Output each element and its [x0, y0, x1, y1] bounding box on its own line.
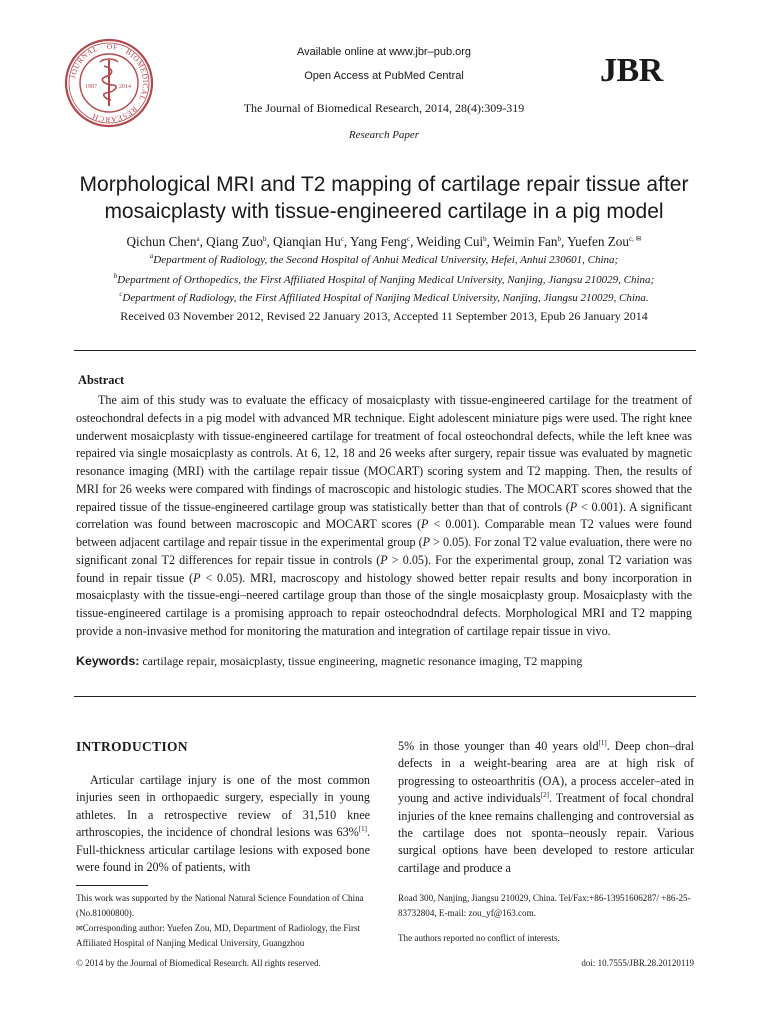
text-run: Articular cartilage injury is one of the most common injuries seen in orthopaedic surgery, especially in young athletes. In a retrospective review of 31,510 knee arthroscopies, the incidence of chondral lesions was 63% — [76, 773, 370, 840]
keywords — [76, 654, 692, 669]
author-name: Weiding Cui — [416, 234, 484, 249]
citation-ref: [1] — [358, 825, 367, 834]
text-run: < 0.05). MRI, macroscopy and histology showed better repair results and bony incorporation in mosaicplasty with the tissue-engi–neered cartilage group than those of the single mosaicplasty group. Mosaicplasty with the tissue-engineered cartilage is a promising approach to repair osteochodndral defects. Morphological MRI and T2 mapping provide a non-invasive method for monitoring the maturation and integration of cartilage repair tissue in vivo. — [76, 570, 692, 638]
affiliation-c — [40, 292, 728, 304]
available-online-link[interactable]: Available online at www.jbr–pub.org — [296, 46, 472, 58]
copyright-notice: © 2014 by the Journal of Biomedical Research. All rights reserved. — [76, 958, 321, 968]
italic-symbol: P — [421, 517, 429, 532]
author-affiliation-mark: c — [340, 235, 344, 243]
text-run: < 0.001). A significant correlation was found between macroscopic and MOCART scores ( — [76, 499, 693, 532]
author-affiliation-mark: c — [406, 235, 411, 243]
citation-ref: [1] — [598, 739, 607, 747]
article-type: Research Paper — [348, 129, 420, 141]
affiliation-a — [40, 254, 728, 266]
divider-bottom — [74, 696, 696, 697]
article-dates: Received 03 November 2012, Revised 22 January 2013, Accepted 11 September 2013, Epub 26 January 2014 — [120, 309, 648, 323]
author-affiliation-mark: c, ✉ — [629, 235, 642, 243]
text-run: > 0.05). For the experimental group, zonal T2 variation was found in repair tissue ( — [76, 552, 692, 585]
author-list: Qichun Chen$^a$, Qiang Zuo$^b$, Qianqian Hu$^c$, Yang Feng$^c$, Weiding Cui$^b$, Weimin Fan$^b$, Yuefen Zou$^{c, ✉}$ — [126, 234, 642, 249]
text-run: . Deep chon–dral defects in a weight-bearing area are at high risk of progressing to osteoarthritis (OA), a process acceler–ated in young and active individuals — [398, 739, 694, 806]
text-run: < 0.001). Comparable mean T2 values were found between adjacent cartilage and repair tissue in the experimental group ( — [76, 517, 692, 549]
affiliation-a-mark: a — [149, 252, 154, 260]
italic-symbol: P — [422, 535, 431, 549]
funding-note: This work was supported by the National Natural Science Foundation of China (No.81000800). — [76, 893, 364, 918]
author-name: Qichun Chen — [126, 234, 197, 249]
author-affiliation-mark: a — [196, 235, 200, 243]
affiliation-b-text: Department of Orthopedics, the First Affiliated Hospital of Nanjing Medical University, Nanjing, Jiangsu 210029, China; — [117, 274, 655, 286]
text-run: . Full-thickness articular cartilage lesions with exposed bone were found in 20% of patients, with — [76, 825, 370, 875]
introduction-heading: INTRODUCTION — [76, 739, 188, 754]
corresponding-author-continued: Road 300, Nanjing, Jiangsu 210029, China. Tel/Fax:+86-13951606287/ +86-25-83732804, E-mail: zou_yf@163.com. — [398, 893, 691, 918]
introduction-paragraph-left — [76, 772, 370, 876]
footnote-divider — [76, 885, 148, 886]
affiliation-c-text: Department of Radiology, the First Affiliated Hospital of Nanjing Medical University, Nanjing, Jiangsu 210029, China. — [122, 292, 649, 304]
corresponding-author-note — [76, 921, 372, 951]
author-name: Yuefen Zou — [567, 234, 629, 249]
abstract-heading: Abstract — [78, 373, 125, 387]
divider-top — [74, 350, 696, 351]
text-run: > 0.05). For zonal T2 value evaluation, there were no significant zonal T2 differences for repair tissue in controls ( — [76, 535, 692, 567]
text-run: . Treatment of focal chondral injuries of the knee remains challenging and controversial as the cartilage does not sponta–neously repair. Various surgical options have been developed to restore articular cartilage and produce a — [398, 791, 694, 875]
doi-link[interactable]: doi: 10.7555/JBR.28.20120119 — [581, 958, 694, 968]
italic-symbol: P — [380, 552, 388, 567]
corresponding-author-text: Corresponding author: Yuefen Zou, MD, Department of Radiology, the First Affiliated Hospital of Nanjing Medical University, Guangzhou — [76, 923, 361, 948]
abstract-body — [76, 392, 692, 641]
seal-year-right: 2014 — [119, 84, 131, 90]
author-affiliation-mark: b — [557, 235, 561, 243]
journal-seal-logo — [64, 38, 154, 128]
affiliation-b-mark: b — [113, 272, 118, 280]
conflict-of-interest-note: The authors reported no conflict of interests. — [398, 933, 560, 943]
journal-mark: JBR — [600, 52, 663, 89]
affiliation-a-text: Department of Radiology, the Second Hospital of Anhui Medical University, Hefei, Anhui 230601, China; — [153, 254, 619, 266]
text-run: The aim of this study was to evaluate the efficacy of mosaicplasty with tissue-engineered cartilage for the treatment of osteochondral defects in a pig model with advanced MR technique. Eight adolescent miniature pigs were used. The right knee underwent mosaicplasty with tissue-engineered cartilage for treatment of focal osteochondral defects, while the left knee was repaired via single mosaicplasty as controls. At 6, 12, 18 and 26 weeks after surgery, repair tissue was evaluated by magnetic resonance imaging (MRI) with the cartilage repair tissue (MOCART) scoring system and T2 mapping. Then, the results of MRI for 26 weeks were compared with findings of macroscopic and histologic studies. The MOCART scores showed that the repaired tissue of the tissue-engineered cartilage group was statistically better than that of controls ( — [76, 393, 692, 514]
keywords-text: cartilage repair, mosaicplasty, tissue engineering, magnetic resonance imaging, T2 mapping — [142, 654, 583, 668]
envelope-icon: ✉ — [76, 924, 83, 933]
italic-symbol: P — [569, 499, 578, 514]
footnotes-left — [76, 891, 372, 951]
keywords-label: Keywords: — [76, 654, 140, 668]
italic-symbol: P — [193, 570, 201, 585]
seal-year-left: 1987 — [85, 84, 97, 90]
author-name: Yang Feng — [350, 234, 407, 249]
author-name: Qianqian Hu — [273, 234, 341, 249]
journal-citation: The Journal of Biomedical Research, 2014, 28(4):309-319 — [243, 101, 525, 115]
text-run: 5% in those younger than 40 years old — [398, 739, 599, 753]
open-access-note: Open Access at PubMed Central — [304, 70, 464, 82]
seal-ring-text: JOURNAL · OF · BIOMEDICAL · RESEARCH — [68, 41, 151, 125]
author-affiliation-mark: b — [483, 235, 487, 243]
citation-ref: [2] — [540, 791, 549, 800]
author-name: Weimin Fan — [492, 234, 558, 249]
author-affiliation-mark: b — [262, 235, 267, 243]
introduction-paragraph-right — [398, 738, 694, 877]
journal-seal-graphic — [64, 38, 154, 128]
author-name: Qiang Zuo — [206, 234, 263, 249]
affiliation-b — [40, 274, 728, 286]
article-title: Morphological MRI and T2 mapping of cartilage repair tissue after mosaicplasty with tissue-engineered cartilage in a pig model — [79, 173, 689, 223]
affiliation-c-mark: c — [119, 290, 123, 298]
